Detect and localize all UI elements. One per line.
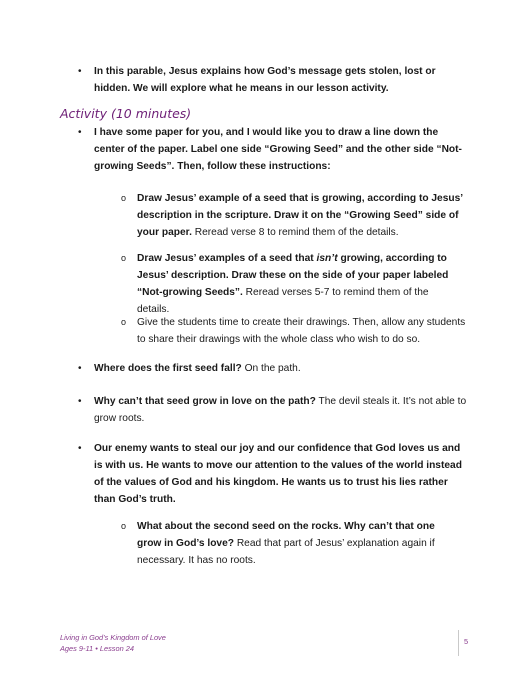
answer-text: The devil steals it. It’s not able to grow roots. (94, 396, 467, 424)
intro-text: In this parable, Jesus explains how God’s message gets stolen, lost or hidden. We will explore what he means in our lesson activity. (94, 66, 436, 94)
page-number: 5 (464, 637, 469, 646)
bullet-marker: • (78, 363, 82, 374)
activity-instructions (94, 124, 469, 175)
footer-info (60, 632, 166, 654)
enemy-paragraph (94, 440, 469, 508)
sub-item-bold: Draw Jesus’ examples of a seed that (137, 253, 317, 264)
question-text: Where does the first seed fall? (94, 363, 242, 374)
question-path (94, 393, 474, 427)
answer-text: Read that part of Jesus’ explanation again if necessary. It has no roots. (137, 538, 435, 566)
activity-text: I have some paper for you, and I would like you to draw a line down the center of the paper. Label one side “Growing Seed” and the other side “Not-growing Seeds”. Then, follow these instructions: (94, 127, 462, 172)
bullet-marker: • (78, 66, 82, 77)
sub-item-bold: Draw Jesus’ example of a seed that is growing, according to Jesus’ description in the scripture. Draw it on the “Growing Seed” side of your paper. (137, 193, 463, 238)
bullet-marker: • (78, 127, 82, 138)
bullet-marker: • (78, 443, 82, 454)
sub-marker: o (121, 317, 127, 327)
footer-lesson: Lesson 24 (99, 644, 134, 653)
enemy-text: Our enemy wants to steal our joy and our confidence that God loves us and is with us. He wants to move our attention to the values of the world instead of the values of God and his kingdom. He wants us to trust his lies rather than God’s truth. (94, 443, 462, 505)
answer-text: On the path. (241, 363, 301, 374)
activity-heading: Activity (10 minutes) (60, 106, 192, 121)
sub-marker: o (121, 253, 127, 263)
question-text: What about the second seed on the rocks. Why can’t that one grow in God’s love? (137, 521, 435, 549)
question-first-seed (94, 360, 474, 377)
bullet-marker: • (78, 396, 82, 407)
sub-item-growing-seed (137, 190, 467, 241)
sub-item-note: Reread verse 8 to remind them of the details. (191, 227, 399, 238)
sub-marker: o (121, 521, 127, 531)
footer-divider (458, 630, 459, 656)
question-text: Why can’t that seed grow in love on the path? (94, 396, 316, 407)
intro-paragraph (94, 63, 464, 97)
sub-item-share (137, 314, 467, 348)
footer-details (60, 643, 166, 654)
sub-item-emphasis: isn’t (316, 253, 338, 264)
sub-item-note: Reread verses 5-7 to remind them of the details. (137, 287, 429, 315)
sub-item-note: Give the students time to create their drawings. Then, allow any students to share their drawings with the whole class who wish to do so. (137, 317, 466, 345)
sub-item-not-growing-seeds (137, 250, 459, 318)
sub-marker: o (121, 193, 127, 203)
sub-item-bold: growing, according to Jesus’ description. Draw these on the side of your paper labeled “Not-growing Seeds”. (137, 253, 449, 298)
footer-title: Living in God’s Kingdom of Love (60, 633, 166, 642)
footer-ages: Ages 9-11 (60, 644, 94, 653)
sub-question-rocks (137, 518, 459, 569)
footer-separator: • (95, 644, 98, 653)
